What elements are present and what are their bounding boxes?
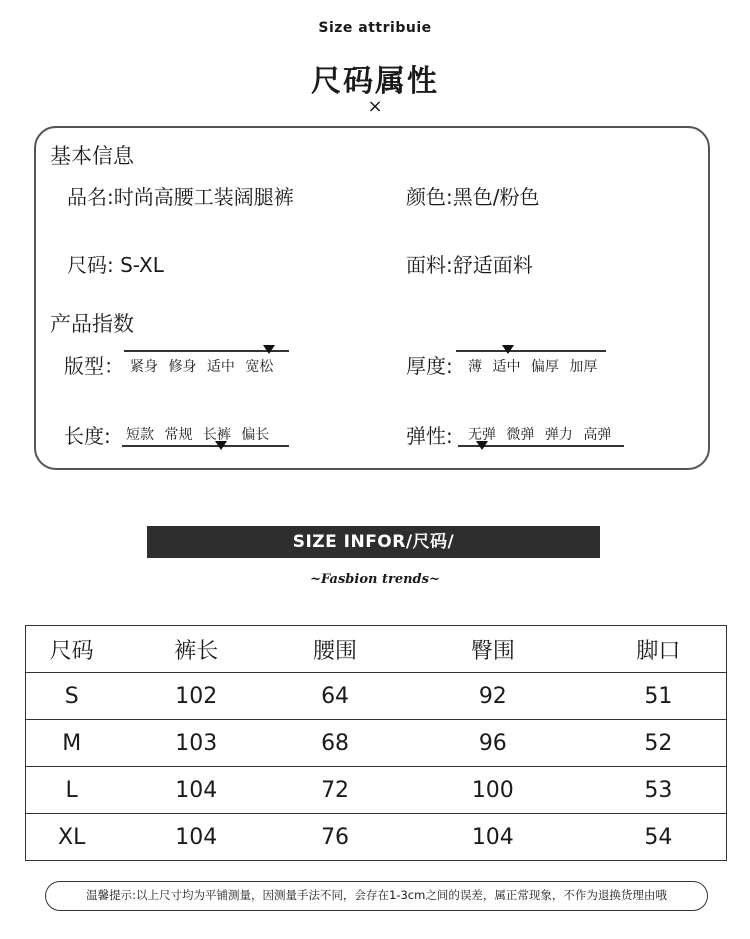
fit-option: 适中 (206, 359, 235, 375)
fit-option: 宽松 (245, 359, 274, 375)
table-cell: 92 (395, 673, 591, 720)
column-header: 臀围 (395, 626, 591, 673)
table-cell: 54 (591, 814, 727, 861)
length-marker-icon (215, 441, 227, 450)
fabric-label: 面料: (406, 253, 453, 277)
table-cell: 64 (275, 673, 395, 720)
fit-option: 修身 (168, 359, 197, 375)
size-value: S-XL (120, 253, 164, 277)
elasticity-label: 弹性: (406, 424, 453, 448)
thickness-option: 偏厚 (530, 359, 559, 375)
attribute-panel (34, 126, 710, 470)
table-cell: M (26, 720, 118, 767)
length-option: 短款 (126, 427, 154, 443)
product-name-value: 时尚高腰工装阔腿裤 (113, 185, 294, 209)
length-label: 长度: (64, 424, 111, 448)
fabric-row (406, 249, 533, 278)
thickness-option: 适中 (492, 359, 521, 375)
table-cell: 102 (117, 673, 275, 720)
thickness-scale-line (456, 350, 606, 352)
table-cell: 104 (395, 814, 591, 861)
table-cell: 96 (395, 720, 591, 767)
subtitle: Size attribuie (318, 20, 432, 36)
table-row (26, 720, 727, 767)
table-cell: 104 (117, 767, 275, 814)
thickness-option: 薄 (468, 359, 482, 375)
length-option: 偏长 (241, 427, 270, 443)
table-row (26, 767, 727, 814)
fashion-trends-caption: ~Fasbion trends~ (310, 572, 440, 587)
table-row (26, 814, 727, 861)
page-title: 尺码属性 (311, 64, 439, 99)
table-cell: 104 (117, 814, 275, 861)
size-row (67, 249, 164, 278)
table-row (26, 673, 727, 720)
size-table (25, 625, 727, 861)
elasticity-options (468, 424, 617, 444)
elasticity-option: 高弹 (583, 427, 612, 443)
elasticity-option: 微弹 (506, 427, 535, 443)
size-label: 尺码: (67, 253, 114, 277)
length-option: 长裤 (202, 427, 231, 443)
table-header-row (26, 626, 727, 673)
table-cell: XL (26, 814, 118, 861)
color-label: 颜色: (406, 185, 453, 209)
column-header: 尺码 (26, 626, 118, 673)
fit-options (130, 356, 279, 376)
table-cell: 100 (395, 767, 591, 814)
thickness-label: 厚度: (406, 354, 453, 378)
table-cell: 52 (591, 720, 727, 767)
column-header: 脚口 (591, 626, 727, 673)
basic-info-heading: 基本信息 (50, 144, 134, 168)
table-cell: 76 (275, 814, 395, 861)
length-scale-line (122, 445, 289, 447)
table-cell: L (26, 767, 118, 814)
fabric-value: 舒适面料 (452, 253, 533, 277)
product-name-row (67, 181, 294, 210)
length-option: 常规 (164, 427, 193, 443)
table-cell: 51 (591, 673, 727, 720)
elasticity-option: 无弹 (468, 427, 496, 443)
table-cell: 53 (591, 767, 727, 814)
elasticity-option: 弹力 (544, 427, 573, 443)
color-value: 黑色/粉色 (452, 185, 540, 209)
thickness-option: 加厚 (569, 359, 598, 375)
column-header: 腰围 (275, 626, 395, 673)
thickness-marker-icon (502, 345, 514, 354)
thickness-options (468, 356, 603, 376)
size-info-banner: SIZE INFOR/尺码/ (147, 526, 600, 558)
column-header: 裤长 (117, 626, 275, 673)
fit-marker-icon (263, 345, 275, 354)
table-cell: S (26, 673, 118, 720)
product-index-heading: 产品指数 (50, 312, 134, 336)
fit-option: 紧身 (130, 359, 158, 375)
length-options (126, 424, 275, 444)
table-cell: 72 (275, 767, 395, 814)
product-name-label: 品名: (67, 185, 114, 209)
table-cell: 103 (117, 720, 275, 767)
table-cell: 68 (275, 720, 395, 767)
color-row (406, 181, 540, 210)
fit-label: 版型： (64, 354, 124, 378)
measurement-note: 温馨提示:以上尺寸均为平铺测量，因测量手法不同，会存在1-3cm之间的误差，属正常现象，不作为退换货理由哦 (45, 881, 708, 911)
close-icon: × (367, 96, 383, 117)
elasticity-marker-icon (476, 441, 488, 450)
